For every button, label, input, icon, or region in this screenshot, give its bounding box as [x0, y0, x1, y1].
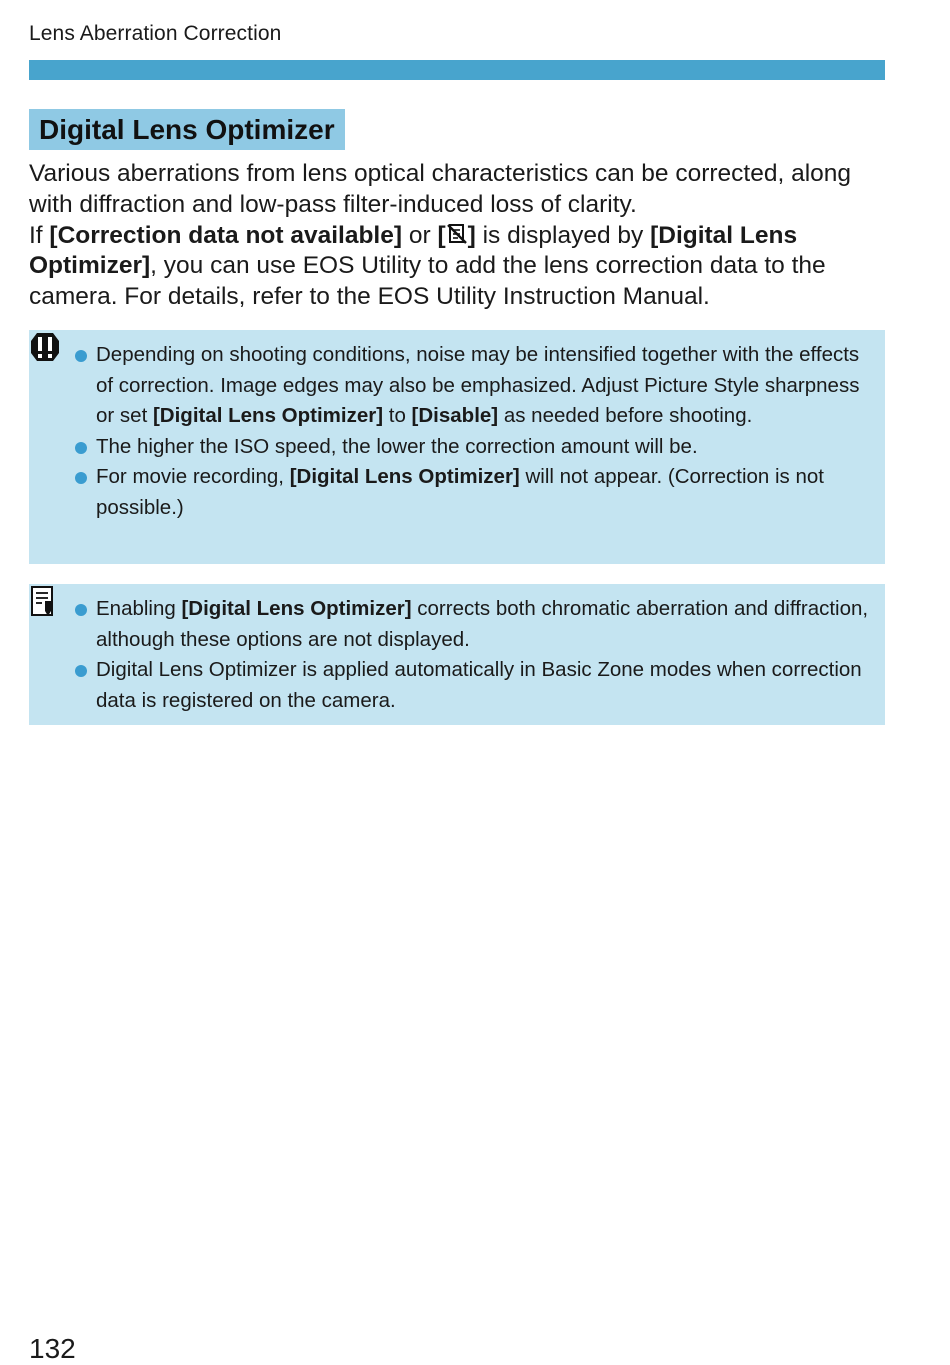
- list-item: [96, 462, 875, 523]
- caution-box: [29, 330, 885, 564]
- list-item: [96, 432, 875, 463]
- list-item-bold: [Digital Lens Optimizer]: [181, 597, 412, 620]
- list-item-text: Depending on shooting conditions, noise may be intensified together with the effects of correction. Image edges may also be emphasized. Adjust Picture Style sharpness or set: [96, 343, 860, 427]
- memo-list: [96, 594, 875, 716]
- memo-icon: [29, 585, 61, 621]
- list-item-text: Enabling: [96, 597, 182, 620]
- list-item-text: to: [383, 404, 412, 427]
- list-item-text: corrects both chromatic aberration and diffraction, although these options are not displayed.: [96, 597, 869, 651]
- bullet-icon: [75, 472, 87, 484]
- list-item: [96, 594, 875, 655]
- list-item: [96, 340, 875, 432]
- section-title: Digital Lens Optimizer: [29, 109, 345, 150]
- intro-text-segment: , you can use EOS Utility to add the lens correction data to the camera. For details, refer to the EOS Utility Instruction Manual.: [29, 252, 826, 311]
- bullet-icon: [75, 350, 87, 362]
- correction-data-not-available-label: [Correction data not available]: [49, 221, 403, 249]
- list-item-bold: [Disable]: [411, 404, 499, 427]
- digital-lens-optimizer-label: [Digital Lens Optimizer]: [29, 221, 798, 280]
- intro-text: [29, 159, 889, 313]
- list-item-text: The higher the ISO speed, the lower the correction amount will be.: [96, 434, 698, 458]
- caution-icon: [29, 331, 61, 367]
- list-item: [96, 655, 875, 716]
- list-item-bold: [Digital Lens Optimizer]: [152, 404, 384, 427]
- bracket-open: [: [437, 221, 446, 249]
- bullet-icon: [75, 604, 87, 616]
- list-item-text: Digital Lens Optimizer is applied automatically in Basic Zone modes when correction data is registered on the camera.: [96, 658, 862, 712]
- bracket-close: ]: [467, 221, 476, 249]
- intro-paragraph-1: Various aberrations from lens optical characteristics can be corrected, along with diffraction and low-pass filter-induced loss of clarity.: [29, 160, 852, 218]
- list-item-text: For movie recording,: [96, 465, 290, 488]
- list-item-bold: [Digital Lens Optimizer]: [289, 465, 520, 488]
- list-item-text: as needed before shooting.: [498, 404, 753, 427]
- intro-paragraph-2: [29, 221, 889, 313]
- running-header: Lens Aberration Correction: [29, 22, 282, 45]
- intro-text-segment: is displayed by: [475, 221, 651, 249]
- no-correction-data-icon: [446, 223, 468, 245]
- memo-box: [29, 584, 885, 725]
- intro-text-segment: If: [29, 221, 50, 249]
- bullet-icon: [75, 442, 87, 454]
- intro-text-segment: or: [402, 221, 438, 249]
- bullet-icon: [75, 665, 87, 677]
- page-number: 132: [29, 1333, 76, 1364]
- list-item-text: will not appear. (Correction is not possible.): [96, 465, 824, 519]
- caution-list: [96, 340, 875, 523]
- header-bar: [29, 60, 885, 80]
